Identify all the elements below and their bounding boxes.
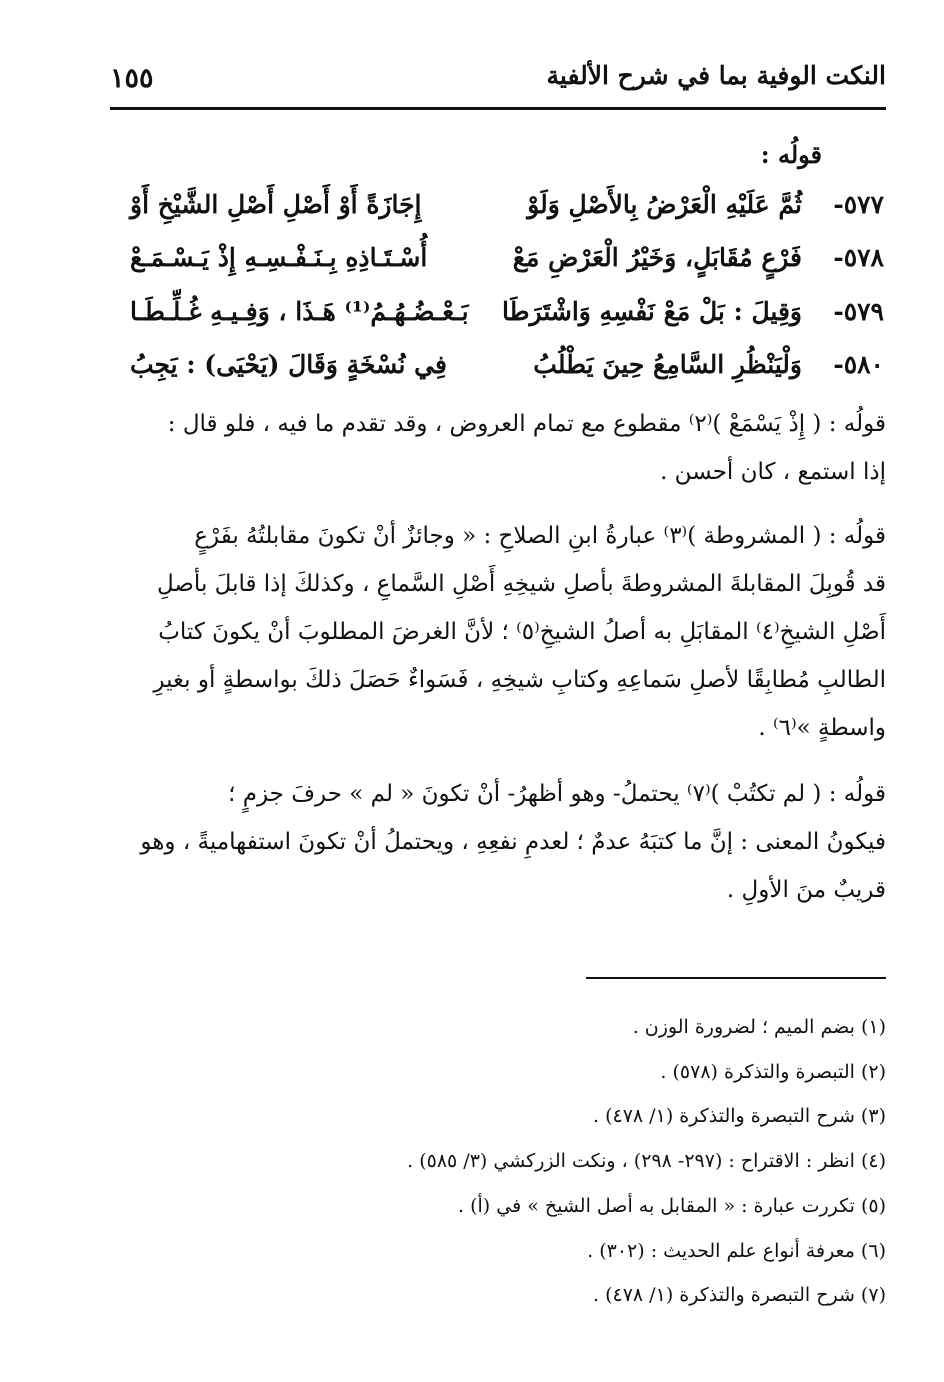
commentary-paragraph-2	[106, 512, 886, 752]
paragraph-line: قولُه : ( لم تكتُبْ )⁽٧⁾ يحتملُ- وهو أظهرُ- أنْ تكونَ « لم » حرفَ جزمٍ ؛	[228, 781, 886, 807]
verse-first-hemistich: ثُمَّ عَلَيْهِ الْعَرْضُ بِالأَصْلِ وَلَوْ	[527, 190, 802, 219]
verse-second-hemistich: بَـعْـضُـهُـمُ⁽¹⁾ هَـذَا ، وَفِـيـهِ غُـلِّـطَـا	[130, 297, 469, 326]
verse-second-hemistich: إِجَازَةً أَوْ أَصْلِ أَصْلِ الشَّيْخِ أَوْ	[130, 190, 422, 219]
paragraph-line: فيكونُ المعنى : إنَّ ما كتبَهُ عدمٌ ؛ لعدمِ نفعِهِ ، ويحتملُ أنْ تكونَ استفهاميةً ، وهو	[140, 829, 886, 855]
paragraph-line: أَصْلِ الشيخِ⁽٤⁾ المقابَلِ به أصلُ الشيخِ⁽٥⁾ ؛ لأنَّ الغرضَ المطلوبَ أنْ يكونَ كتابُ	[158, 619, 886, 645]
running-header	[110, 55, 886, 110]
footnote-5: (٥) تكررت عبارة : « المقابل به أصل الشيخ » في (أ) .	[458, 1194, 886, 1217]
verse-first-hemistich: وَلْيَنْظُرِ السَّامِعُ حِينَ يَطْلُبُ	[533, 350, 802, 379]
paragraph-line: قريبٌ منَ الأولِ .	[726, 877, 886, 903]
verse-578	[130, 243, 884, 291]
verse-580	[130, 350, 884, 398]
footnote-7: (٧) شرح التبصرة والتذكرة (١/ ٤٧٨) .	[593, 1284, 886, 1307]
verse-first-hemistich: وَقِيلَ : بَلْ مَعْ نَفْسِهِ وَاشْتَرَطَا	[502, 297, 802, 326]
paragraph-line: إذا استمع ، كان أحسن .	[660, 459, 886, 485]
footnote-2: (٢) التبصرة والتذكرة (٥٧٨) .	[660, 1060, 886, 1083]
paragraph-line: قد قُوبِلَ المقابلةَ المشروطةَ بأصلِ شيخِهِ أَصْلِ السَّماعِ ، وكذلكَ إذا قابلَ بأصلِ	[156, 571, 886, 597]
verse-number: ٥٨٠-	[833, 350, 884, 379]
intro-label: قولُه :	[760, 140, 822, 169]
footnote-separator	[586, 977, 886, 979]
paragraph-line: واسطةٍ »⁽٦⁾ .	[758, 715, 886, 741]
verse-number: ٥٧٨-	[833, 243, 884, 272]
page-number: ١٥٥	[110, 63, 154, 94]
commentary-paragraph-3	[106, 770, 886, 914]
verse-second-hemistich: أُسْـتَـاذِهِ بِـنَـفْـسِـهِ إِذْ يَـسْـمَـعْ	[130, 243, 428, 272]
footnote-1: (١) بضم الميم ؛ لضرورة الوزن .	[632, 1016, 886, 1038]
paragraph-line: قولُه : ( المشروطة )⁽٣⁾ عبارةُ ابنِ الصلاحِ : « وجائزٌ أنْ تكونَ مقابلتُهُ بفَرْعٍ	[194, 523, 886, 549]
paragraph-line: قولُه : ( إِذْ يَسْمَعْ )⁽٢⁾ مقطوع مع تمام العروض ، وقد تقدم ما فيه ، فلو قال :	[167, 411, 886, 437]
footnote-3: (٣) شرح التبصرة والتذكرة (١/ ٤٧٨) .	[593, 1105, 886, 1128]
verse-second-hemistich: فِي نُسْخَةٍ وَقَالَ (يَحْيَى) : يَجِبُ	[130, 350, 447, 379]
verse-number: ٥٧٩-	[833, 297, 884, 326]
commentary-paragraph-1	[106, 400, 886, 496]
verse-577	[130, 190, 884, 238]
book-title: النكت الوفية بما في شرح الألفية	[546, 61, 886, 90]
paragraph-line: الطالبِ مُطابِقًا لأصلِ سَماعِهِ وكتابِ شيخِهِ ، فَسَواءٌ حَصَلَ ذلكَ بواسطةٍ أو بغيرِ	[153, 667, 886, 693]
footnote-6: (٦) معرفة أنواع علم الحديث : (٣٠٢) .	[587, 1239, 886, 1262]
verse-579	[130, 297, 884, 345]
footnotes	[110, 1005, 886, 1318]
footnote-4: (٤) انظر : الاقتراح : (٢٩٧- ٢٩٨) ، ونكت الزركشي (٣/ ٥٨٥) .	[407, 1150, 886, 1173]
verse-first-hemistich: فَرْعٍ مُقَابَلٍ، وَخَيْرُ الْعَرْضِ مَعْ	[512, 243, 802, 272]
verse-number: ٥٧٧-	[833, 190, 884, 219]
